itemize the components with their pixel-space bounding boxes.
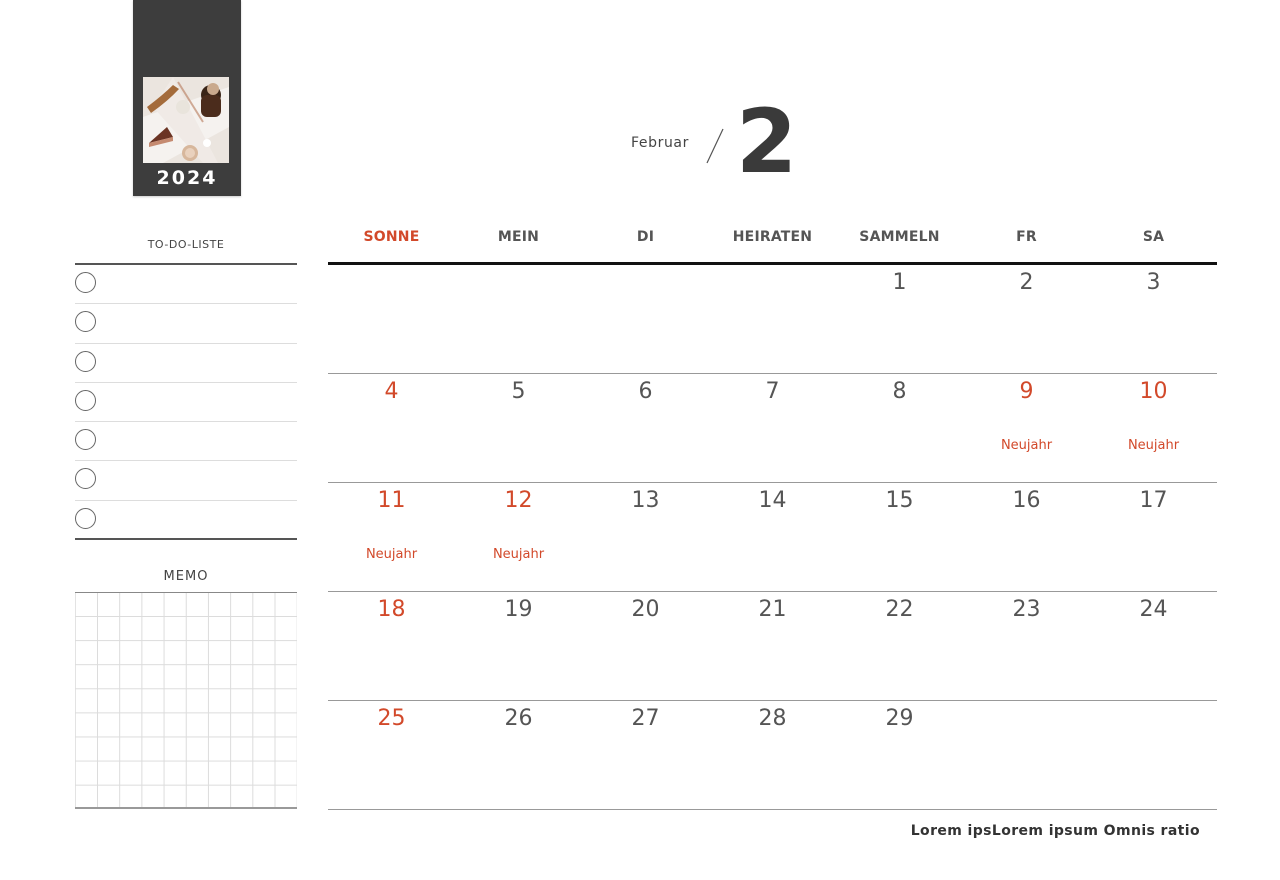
week-row [328,701,1217,810]
day-cell[interactable] [328,374,455,482]
day-cell [709,265,836,373]
todo-checkbox[interactable] [75,468,96,489]
memo-grid[interactable] [75,592,297,809]
day-number: 25 [377,706,406,731]
weekday-label: DI [636,229,655,245]
weekday-label: HEIRATEN [732,229,813,245]
todo-checkbox[interactable] [75,272,96,293]
day-cell[interactable] [963,592,1090,700]
day-number: 2 [1019,270,1034,295]
day-number: 10 [1139,379,1168,404]
weekday-label: SONNE [363,229,420,245]
week-row [328,592,1217,701]
month-number: 2 [736,90,798,193]
day-cell[interactable] [1090,592,1217,700]
day-cell[interactable] [836,265,963,373]
todo-list [75,263,297,540]
day-number: 21 [758,597,787,622]
day-cell[interactable] [328,701,455,809]
day-cell[interactable] [709,374,836,482]
day-number: 14 [758,488,787,513]
slash-divider [703,127,727,167]
day-number: 28 [758,706,787,731]
todo-item[interactable] [75,461,297,500]
day-number: 24 [1139,597,1168,622]
month-name: Februar [631,135,689,151]
day-cell[interactable] [455,592,582,700]
todo-checkbox[interactable] [75,390,96,411]
holiday-note: Neujahr [1127,438,1180,453]
day-number: 15 [885,488,914,513]
todo-checkbox[interactable] [75,311,96,332]
day-number: 12 [504,488,533,513]
day-number: 7 [765,379,780,404]
year-label: 2024 [156,167,218,189]
day-number: 20 [631,597,660,622]
day-cell[interactable] [582,483,709,591]
week-row [328,374,1217,483]
weekday-header [328,222,1217,265]
todo-item[interactable] [75,265,297,304]
day-number: 27 [631,706,660,731]
footer-text: Lorem ipsLorem ipsum Omnis ratio [910,823,1200,839]
day-number: 17 [1139,488,1168,513]
weekday-label: SA [1142,229,1165,245]
day-cell[interactable] [582,592,709,700]
day-cell [455,265,582,373]
day-cell[interactable] [963,374,1090,482]
day-cell[interactable] [455,701,582,809]
year-tab [133,0,241,196]
day-cell[interactable] [1090,374,1217,482]
day-number: 4 [384,379,399,404]
day-cell[interactable] [328,592,455,700]
day-cell[interactable] [963,483,1090,591]
weekday-label: FR [1016,229,1037,245]
day-cell [582,265,709,373]
day-cell[interactable] [582,374,709,482]
holiday-note: Neujahr [365,547,418,562]
calendar-grid [328,222,1217,810]
todo-item[interactable] [75,501,297,540]
day-cell [963,701,1090,809]
day-number: 18 [377,597,406,622]
day-cell[interactable] [455,374,582,482]
day-number: 3 [1146,270,1161,295]
day-number: 23 [1012,597,1041,622]
day-cell [328,265,455,373]
day-number: 8 [892,379,907,404]
day-cell[interactable] [963,265,1090,373]
day-cell[interactable] [709,592,836,700]
day-cell[interactable] [455,483,582,591]
day-number: 19 [504,597,533,622]
day-number: 6 [638,379,653,404]
day-number: 22 [885,597,914,622]
day-cell[interactable] [836,592,963,700]
holiday-note: Neujahr [1000,438,1053,453]
holiday-note: Neujahr [492,547,545,562]
day-cell[interactable] [709,483,836,591]
day-number: 26 [504,706,533,731]
todo-item[interactable] [75,344,297,383]
day-number: 5 [511,379,526,404]
day-number: 16 [1012,488,1041,513]
day-cell[interactable] [709,701,836,809]
weekday-label: MEIN [497,229,540,245]
day-cell[interactable] [836,483,963,591]
todo-checkbox[interactable] [75,351,96,372]
todo-item[interactable] [75,383,297,422]
calendar-weeks [328,265,1217,810]
todo-item[interactable] [75,422,297,461]
week-row [328,265,1217,374]
day-number: 13 [631,488,660,513]
todo-title: TO-DO-LISTE [147,238,225,251]
day-cell[interactable] [836,374,963,482]
memo-title: MEMO [163,569,209,584]
day-number: 1 [892,270,907,295]
day-number: 9 [1019,379,1034,404]
day-number: 29 [885,706,914,731]
day-cell[interactable] [836,701,963,809]
todo-checkbox[interactable] [75,429,96,450]
day-cell[interactable] [1090,483,1217,591]
day-cell[interactable] [582,701,709,809]
weekday-label: SAMMELN [859,229,940,245]
todo-item[interactable] [75,304,297,343]
todo-checkbox[interactable] [75,508,96,529]
day-cell[interactable] [1090,265,1217,373]
day-cell[interactable] [328,483,455,591]
cover-photo [143,77,229,163]
week-row [328,483,1217,592]
day-number: 11 [377,488,406,513]
day-cell [1090,701,1217,809]
